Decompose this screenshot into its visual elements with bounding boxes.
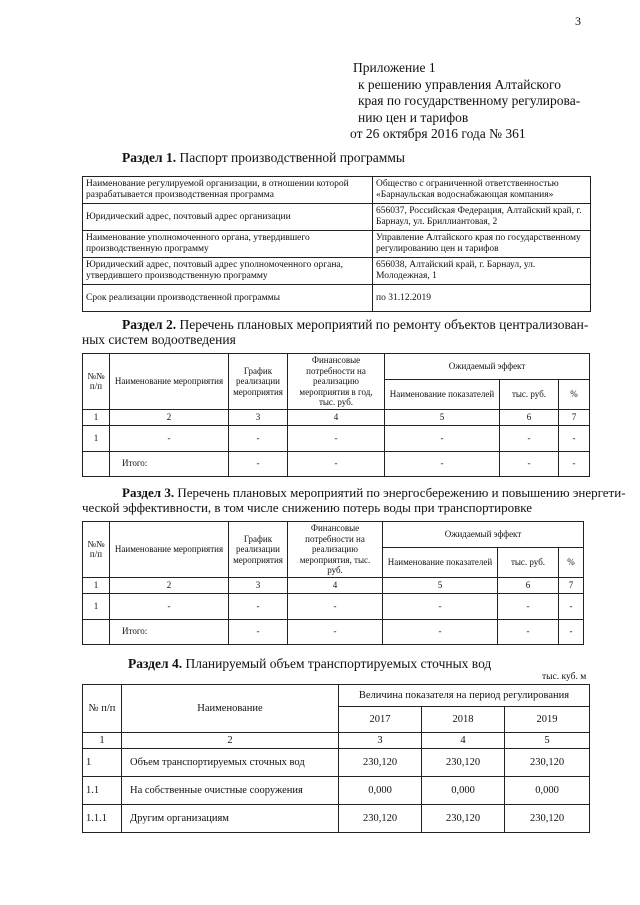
cell: - [288,425,385,451]
header-thousand: тыс. руб. [500,379,559,409]
table-header-row [83,685,590,707]
section1-heading [122,150,405,166]
row-num: 1 [83,749,122,777]
header-percent: % [559,379,590,409]
row-name: Объем транспортируемых сточных вод [122,749,339,777]
cell: - [288,451,385,476]
row-value: 0,000 [422,777,505,805]
cell: 1 [83,425,110,451]
cell: - [229,425,288,451]
row-value: 230,120 [422,805,505,833]
col-number: 6 [500,409,559,425]
cell: - [500,425,559,451]
passport-value: Управление Алтайского края по государственному регулированию цен и тарифов [373,231,591,258]
passport-row [83,231,591,258]
cell: - [229,593,288,619]
row-value: 230,120 [339,805,422,833]
row-name: Другим организациям [122,805,339,833]
col-number: 2 [122,733,339,749]
col-number: 5 [385,409,500,425]
header-finance: Финансовые потребности на реализацию мероприятия, тыс. руб. [288,522,383,578]
section2-title-cont: ных систем водоотведения [82,332,236,347]
header-schedule: График реализации мероприятия [229,354,288,410]
cell: - [383,593,498,619]
appendix-line: от 26 октября 2016 года № 361 [350,126,526,141]
section4-title: Планируемый объем транспортируемых сточных вод [185,656,492,671]
header-percent: % [559,547,584,577]
cell: - [559,593,584,619]
header-num: № п/п [83,685,122,733]
header-schedule: График реализации мероприятия [229,522,288,578]
col-number: 5 [383,577,498,593]
column-number-row [83,733,590,749]
cell: - [385,451,500,476]
col-number: 4 [288,577,383,593]
section2-number: Раздел 2. [122,317,177,332]
passport-label: Наименование уполномоченного органа, утвердившего производственную программу [83,231,373,258]
table-row [83,805,590,833]
passport-value: 656038, Алтайский край, г. Барнаул, ул. Молодежная, 1 [373,258,591,285]
cell [83,619,110,644]
column-number-row [83,409,590,425]
passport-label: Наименование регулируемой организации, в отношении которой разрабатывается производственная программа [83,177,373,204]
passport-table [82,176,591,312]
total-row [83,451,590,476]
cell: - [385,425,500,451]
table-row [83,749,590,777]
cell: - [498,593,559,619]
section1-number: Раздел 1. [122,150,177,165]
header-thousand: тыс. руб. [498,547,559,577]
col-number: 2 [110,577,229,593]
appendix-line: к решению управления Алтайского [358,76,561,92]
col-number: 2 [110,409,229,425]
section1-title: Паспорт производственной программы [179,150,405,165]
total-label: Итого: [110,451,229,476]
header-effect: Ожидаемый эффект [385,354,590,380]
row-name: На собственные очистные сооружения [122,777,339,805]
header-name: Наименование [122,685,339,733]
passport-value: Общество с ограниченной ответственностью «Барнаульская водоснабжающая компания» [373,177,591,204]
table-header-row [83,354,590,380]
passport-value: по 31.12.2019 [373,285,591,312]
passport-value: 656037, Российская Федерация, Алтайский край, г. Барнаул, ул. Бриллиантовая, 2 [373,204,591,231]
col-number: 1 [83,409,110,425]
col-number: 3 [339,733,422,749]
column-number-row [83,577,584,593]
passport-row [83,258,591,285]
header-name: Наименование мероприятия [110,354,229,410]
header-name: Наименование мероприятия [110,522,229,578]
section3-table [82,521,584,645]
appendix-line: нию цен и тарифов [358,109,469,125]
header-year: 2017 [339,707,422,733]
passport-row [83,204,591,231]
passport-row [83,177,591,204]
cell: - [500,451,559,476]
section3-heading [122,485,626,501]
col-number: 3 [229,577,288,593]
appendix-line: Приложение 1 [353,60,436,75]
header-indicator: Наименование показателей [383,547,498,577]
cell: - [288,593,383,619]
header-year: 2018 [422,707,505,733]
header-num: №№ п/п [83,522,110,578]
section3-title-cont: ческой эффективности, в том числе снижению потерь воды при транспортировке [82,500,532,515]
col-number: 4 [422,733,505,749]
cell: - [229,619,288,644]
cell: - [559,451,590,476]
col-number: 3 [229,409,288,425]
header-finance: Финансовые потребности на реализацию мероприятия в год, тыс. руб. [288,354,385,410]
header-indicator: Наименование показателей [385,379,500,409]
cell: - [559,425,590,451]
passport-label: Юридический адрес, почтовый адрес организации [83,204,373,231]
row-value: 230,120 [339,749,422,777]
header-year: 2019 [505,707,590,733]
cell: - [229,451,288,476]
unit-label: тыс. куб. м [542,672,587,682]
table-row [83,593,584,619]
col-number: 5 [505,733,590,749]
cell: - [559,619,584,644]
total-label: Итого: [110,619,229,644]
total-row [83,619,584,644]
header-period: Величина показателя на период регулирования [339,685,590,707]
section4-number: Раздел 4. [128,656,183,671]
cell: - [383,619,498,644]
row-value: 230,120 [505,805,590,833]
table-row [83,777,590,805]
row-num: 1.1 [83,777,122,805]
section3-title: Перечень плановых мероприятий по энергосбережению и повышению энергети- [177,485,626,500]
col-number: 6 [498,577,559,593]
appendix-line: края по государственному регулирова- [358,93,581,108]
table-row [83,425,590,451]
table-header-row [83,522,584,548]
col-number: 4 [288,409,385,425]
header-num: №№ п/п [83,354,110,410]
section4-heading [128,656,491,672]
cell: - [288,619,383,644]
col-number: 7 [559,409,590,425]
col-number: 1 [83,577,110,593]
section4-table [82,684,590,833]
cell: 1 [83,593,110,619]
row-value: 230,120 [505,749,590,777]
section2-title: Перечень плановых мероприятий по ремонту объектов централизован- [179,317,589,332]
cell: - [498,619,559,644]
passport-label: Срок реализации производственной программы [83,285,373,312]
section2-heading [122,317,588,333]
cell: - [110,593,229,619]
row-value: 0,000 [505,777,590,805]
section2-table [82,353,590,477]
col-number: 7 [559,577,584,593]
page-number: 3 [575,14,581,28]
passport-label: Юридический адрес, почтовый адрес уполномоченного органа, утвердившего производственную программу [83,258,373,285]
cell [83,451,110,476]
row-value: 230,120 [422,749,505,777]
cell: - [110,425,229,451]
appendix-header [350,60,581,143]
row-value: 0,000 [339,777,422,805]
col-number: 1 [83,733,122,749]
row-num: 1.1.1 [83,805,122,833]
section3-number: Раздел 3. [122,485,175,500]
passport-row [83,285,591,312]
header-effect: Ожидаемый эффект [383,522,584,548]
